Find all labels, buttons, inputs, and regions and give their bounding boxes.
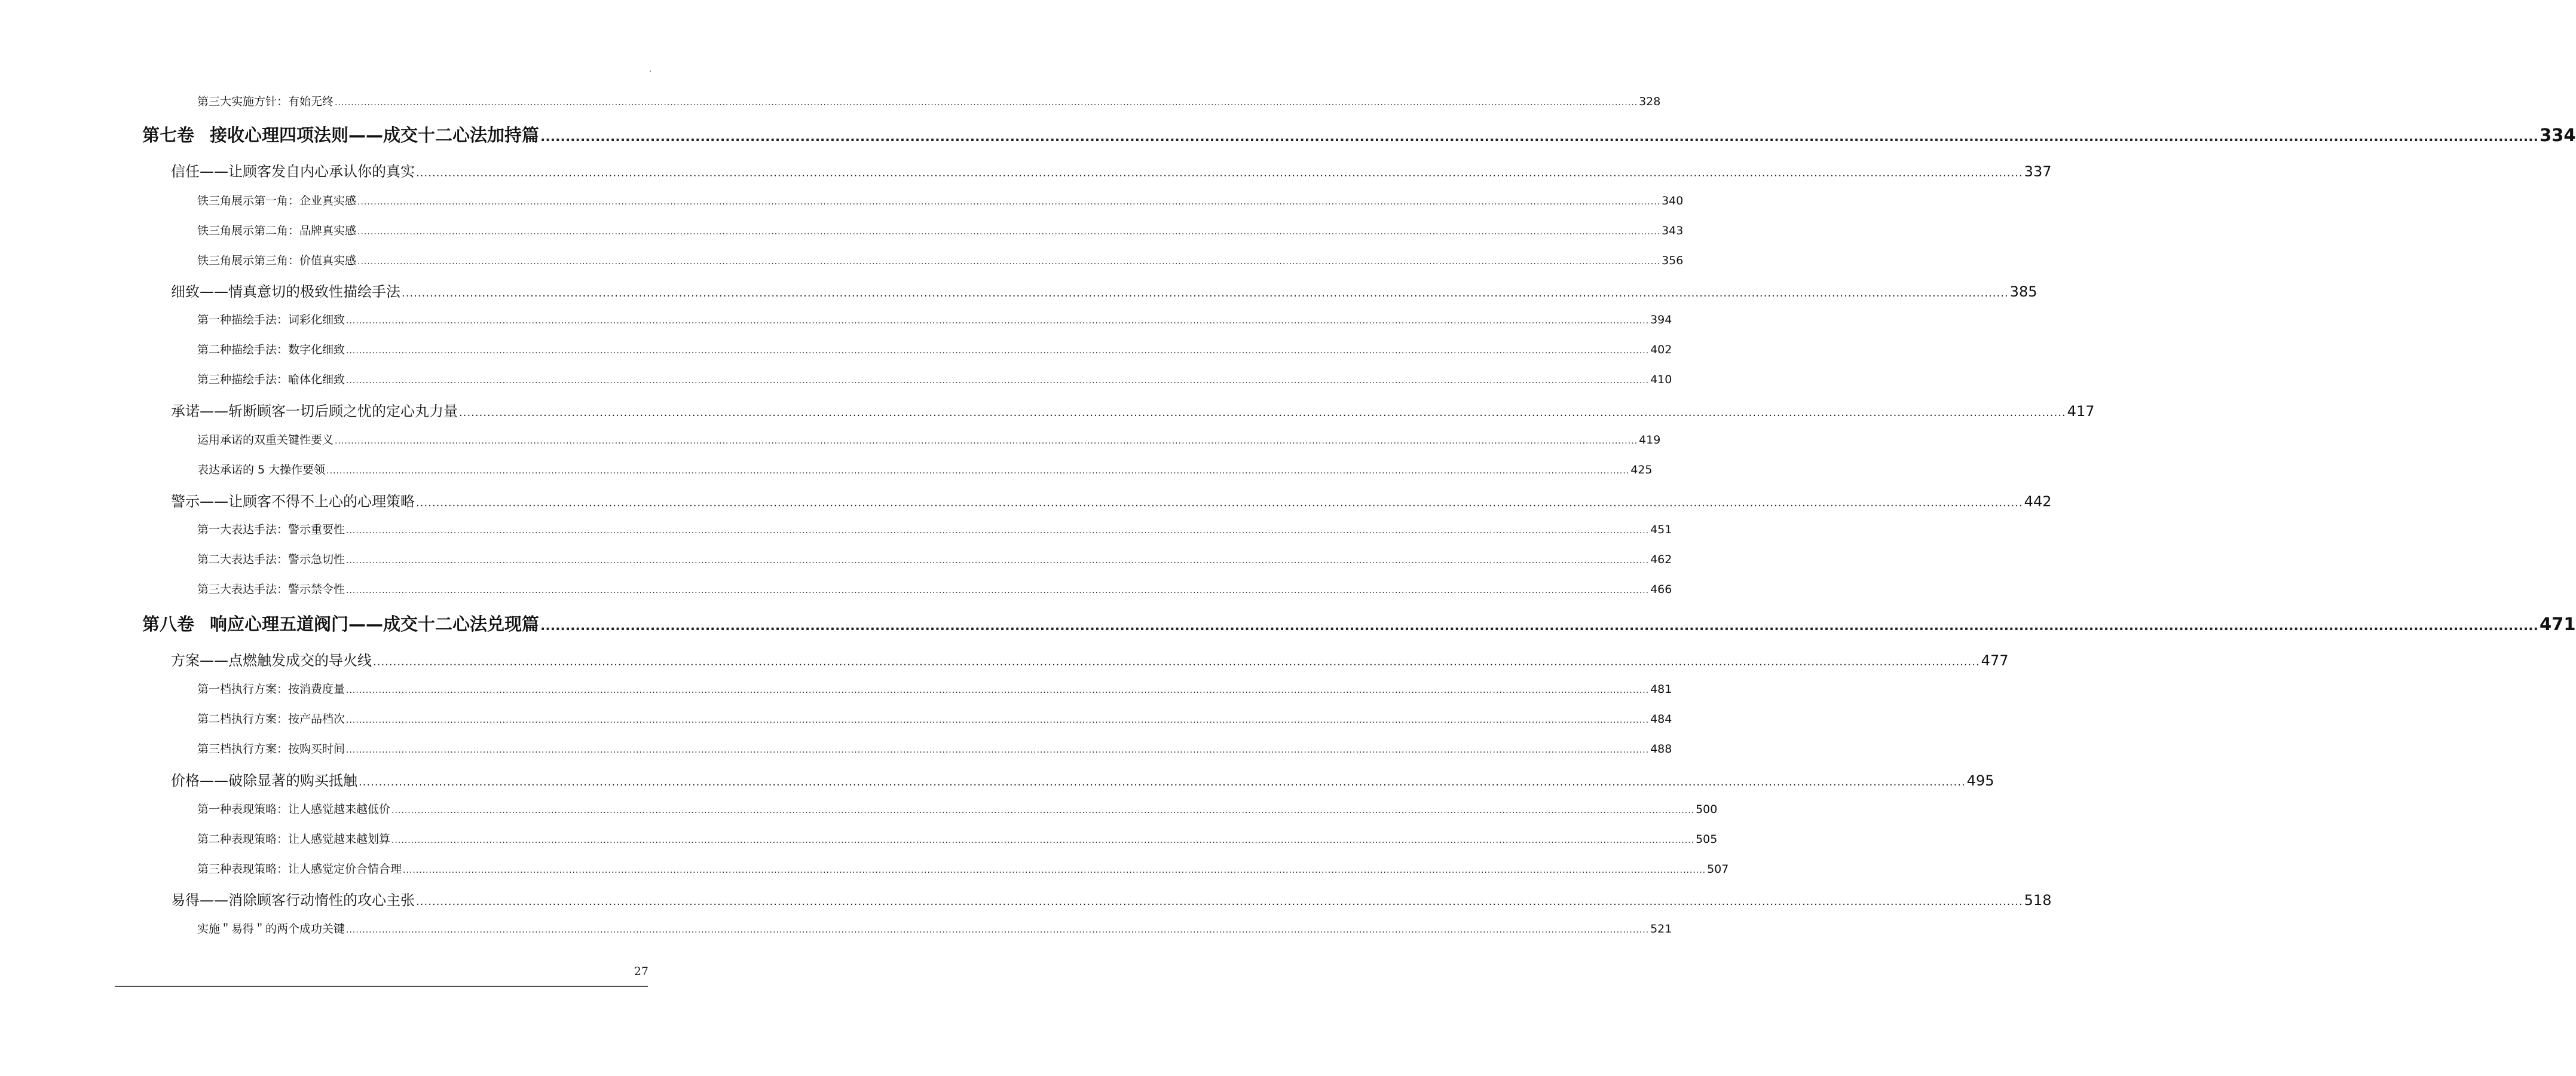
toc-volume-name: 接收心理四项法则——成交十二心法加持篇 bbox=[210, 125, 540, 145]
toc-section-entry[interactable] bbox=[197, 222, 1684, 238]
dot-leader: ................................................................................................................................................................................................................................................................................................................................................................................................................ bbox=[346, 686, 1650, 695]
dot-leader: ................................................................................................................................................................................................................................................................................................................................................................................................................ bbox=[359, 776, 1966, 788]
toc-section-entry[interactable] bbox=[197, 461, 1653, 477]
dot-leader: ................................................................................................................................................................................................................................................................................................................................................................................................................ bbox=[357, 197, 1661, 207]
toc-page-number: 328 bbox=[1639, 95, 1661, 108]
toc-page-number: 356 bbox=[1662, 254, 1684, 267]
dot-leader: ................................................................................................................................................................................................................................................................................................................................................................................................................ bbox=[346, 716, 1650, 725]
toc-section-entry[interactable] bbox=[197, 521, 1672, 537]
toc-entry-title: 易得——消除顾客行动惰性的攻心主张 bbox=[171, 892, 415, 909]
toc-chapter-entry[interactable] bbox=[171, 649, 2009, 670]
toc-section-entry[interactable] bbox=[197, 580, 1672, 597]
toc-section-entry[interactable] bbox=[197, 920, 1672, 936]
dot-leader: ................................................................................................................................................................................................................................................................................................................................................................................................................ bbox=[416, 895, 2023, 908]
dot-leader: ................................................................................................................................................................................................................................................................................................................................................................................................................ bbox=[357, 227, 1661, 237]
dot-leader: ................................................................................................................................................................................................................................................................................................................................................................................................................ bbox=[346, 556, 1650, 565]
dot-leader: ................................................................................................................................................................................................................................................................................................................................................................................................................ bbox=[346, 316, 1650, 326]
dot-leader: ................................................................................................................................................................................................................................................................................................................................................................................................................ bbox=[357, 257, 1661, 267]
toc-page-number: 495 bbox=[1966, 772, 1994, 789]
dot-leader: ................................................................................................................................................................................................................................................................................................................................................................................................................ bbox=[326, 466, 1630, 476]
toc-entry-title: 方案——点燃触发成交的导火线 bbox=[171, 652, 372, 669]
toc-section-entry[interactable] bbox=[197, 371, 1672, 387]
dot-leader: ................................................................................................................................................................................................................................................................................................................................................................................................................ bbox=[391, 806, 1695, 815]
toc-section-entry[interactable] bbox=[197, 341, 1672, 357]
toc-page-number: 417 bbox=[2067, 403, 2095, 420]
toc-volume-title bbox=[142, 611, 539, 635]
dot-leader: ................................................................................................................................................................................................................................................................................................................................................................................................................ bbox=[402, 287, 2009, 299]
page-number: 27 bbox=[634, 965, 648, 978]
toc-entry-title: 第三种描绘手法：喻体化细致 bbox=[197, 373, 345, 386]
toc-chapter-entry[interactable] bbox=[171, 160, 2052, 181]
toc-section-entry[interactable] bbox=[197, 710, 1672, 726]
toc-entry-title: 第三大表达手法：警示禁令性 bbox=[197, 583, 345, 596]
dot-leader: ................................................................................................................................................................................................................................................................................................................................................................................................................ bbox=[346, 376, 1650, 386]
toc-page-number: 507 bbox=[1707, 863, 1729, 876]
toc-section-entry[interactable] bbox=[197, 551, 1672, 567]
scan-mark bbox=[650, 71, 651, 72]
toc-page-number: 500 bbox=[1696, 803, 1718, 816]
dot-leader: ................................................................................................................................................................................................................................................................................................................................................................................................................ bbox=[391, 836, 1695, 845]
toc-section-entry[interactable] bbox=[197, 860, 1729, 876]
toc-entry-title: 第一大表达手法：警示重要性 bbox=[197, 523, 345, 536]
dot-leader: ................................................................................................................................................................................................................................................................................................................................................................................................................ bbox=[540, 130, 2538, 145]
toc-section-entry[interactable] bbox=[197, 252, 1684, 268]
toc-entry-title: 第二档执行方案：按产品档次 bbox=[197, 713, 345, 726]
toc-chapter-entry[interactable] bbox=[171, 399, 2095, 420]
toc-page-number: 484 bbox=[1650, 713, 1672, 726]
toc-page-number: 410 bbox=[1650, 373, 1672, 386]
toc-page-number: 471 bbox=[2540, 614, 2576, 634]
toc-volume-label: 第七卷 bbox=[142, 125, 195, 145]
toc-section-entry[interactable] bbox=[197, 740, 1672, 756]
toc-entry-title: 第一档执行方案：按消费度量 bbox=[197, 683, 345, 696]
toc-entry-title: 铁三角展示第一角：企业真实感 bbox=[197, 194, 357, 207]
toc-entry-title: 第一种表现策略：让人感觉越来越低价 bbox=[197, 803, 391, 816]
toc-page-number: 337 bbox=[2024, 163, 2052, 180]
toc-section-entry[interactable] bbox=[197, 830, 1718, 846]
dot-leader: ................................................................................................................................................................................................................................................................................................................................................................................................................ bbox=[346, 745, 1650, 755]
toc-entry-title: 第一种描绘手法：词彩化细致 bbox=[197, 313, 345, 326]
toc-volume-title bbox=[142, 122, 539, 146]
toc-page-number: 340 bbox=[1662, 194, 1684, 207]
toc-chapter-entry[interactable] bbox=[171, 490, 2052, 511]
toc-entry-title: 承诺——斩断顾客一切后顾之忧的定心丸力量 bbox=[171, 403, 458, 420]
toc-volume-label: 第八卷 bbox=[142, 614, 195, 634]
toc-section-entry[interactable] bbox=[197, 431, 1661, 447]
toc-entry-title: 第二大表达手法：警示急切性 bbox=[197, 553, 345, 566]
toc-page-number: 481 bbox=[1650, 683, 1672, 696]
toc-page-number: 451 bbox=[1650, 523, 1672, 536]
toc-volume-entry[interactable] bbox=[142, 611, 2576, 635]
toc-entry-title: 运用承诺的双重关键性要义 bbox=[197, 433, 334, 447]
toc-entry-title: 铁三角展示第三角：价值真实感 bbox=[197, 254, 357, 267]
toc-entry-title: 警示——让顾客不得不上心的心理策略 bbox=[171, 493, 415, 510]
dot-leader: ................................................................................................................................................................................................................................................................................................................................................................................................................ bbox=[346, 925, 1650, 935]
toc-page-number: 466 bbox=[1650, 583, 1672, 596]
toc-page-number: 419 bbox=[1639, 433, 1661, 447]
toc-page-number: 462 bbox=[1650, 553, 1672, 566]
toc-page-number: 385 bbox=[2009, 283, 2037, 300]
toc-entry-title: 表达承诺的 5 大操作要领 bbox=[197, 463, 326, 476]
toc-page-number: 521 bbox=[1650, 922, 1672, 936]
dot-leader: ................................................................................................................................................................................................................................................................................................................................................................................................................ bbox=[416, 497, 2023, 509]
toc-page-number: 425 bbox=[1630, 463, 1653, 476]
dot-leader: ................................................................................................................................................................................................................................................................................................................................................................................................................ bbox=[403, 866, 1706, 875]
toc-page-number: 343 bbox=[1662, 224, 1684, 237]
footer-rule bbox=[115, 986, 648, 987]
toc-section-entry[interactable] bbox=[197, 192, 1684, 208]
toc-page-number: 442 bbox=[2024, 493, 2052, 510]
toc-entry-title: 第二种表现策略：让人感觉越来越划算 bbox=[197, 833, 391, 846]
toc-page-number: 518 bbox=[2024, 892, 2052, 909]
toc-entry-title: 第三档执行方案：按购买时间 bbox=[197, 742, 345, 756]
toc-section-entry[interactable] bbox=[197, 93, 1661, 109]
toc-entry-title: 信任——让顾客发自内心承认你的真实 bbox=[171, 163, 415, 180]
toc-volume-entry[interactable] bbox=[142, 122, 2576, 146]
dot-leader: ................................................................................................................................................................................................................................................................................................................................................................................................................ bbox=[540, 619, 2538, 634]
dot-leader: ................................................................................................................................................................................................................................................................................................................................................................................................................ bbox=[416, 167, 2023, 179]
toc-entry-title: 第二种描绘手法：数字化细致 bbox=[197, 343, 345, 356]
toc-page-number: 334 bbox=[2540, 125, 2576, 145]
toc-section-entry[interactable] bbox=[197, 680, 1672, 696]
dot-leader: ................................................................................................................................................................................................................................................................................................................................................................................................................ bbox=[346, 526, 1650, 536]
dot-leader: ................................................................................................................................................................................................................................................................................................................................................................................................................ bbox=[346, 346, 1650, 356]
toc-page-number: 488 bbox=[1650, 742, 1672, 756]
toc-chapter-entry[interactable] bbox=[171, 888, 2052, 909]
toc-entry-title: 价格——破除显著的购买抵触 bbox=[171, 772, 357, 789]
dot-leader: ................................................................................................................................................................................................................................................................................................................................................................................................................ bbox=[459, 406, 2066, 419]
toc-section-entry[interactable] bbox=[197, 311, 1672, 327]
dot-leader: ................................................................................................................................................................................................................................................................................................................................................................................................................ bbox=[346, 586, 1650, 595]
dot-leader: ................................................................................................................................................................................................................................................................................................................................................................................................................ bbox=[335, 98, 1638, 108]
toc-chapter-entry[interactable] bbox=[171, 280, 2037, 301]
toc-entry-title: 细致——情真意切的极致性描绘手法 bbox=[171, 283, 400, 300]
toc-volume-name: 响应心理五道阀门——成交十二心法兑现篇 bbox=[210, 614, 540, 634]
toc-section-entry[interactable] bbox=[197, 800, 1718, 817]
toc-page-number: 394 bbox=[1650, 313, 1672, 326]
toc-entry-title: 实施＂易得＂的两个成功关键 bbox=[197, 922, 345, 936]
toc-entry-title: 铁三角展示第二角：品牌真实感 bbox=[197, 224, 357, 237]
toc-entry-title: 第三大实施方针：有始无终 bbox=[197, 95, 334, 108]
toc-page-number: 477 bbox=[1981, 652, 2009, 669]
dot-leader: ................................................................................................................................................................................................................................................................................................................................................................................................................ bbox=[335, 436, 1638, 446]
toc-page-number: 402 bbox=[1650, 343, 1672, 356]
toc-chapter-entry[interactable] bbox=[171, 769, 1994, 790]
toc-page-number: 505 bbox=[1696, 833, 1718, 846]
dot-leader: ................................................................................................................................................................................................................................................................................................................................................................................................................ bbox=[373, 656, 1980, 668]
toc-entry-title: 第三种表现策略：让人感觉定价合情合理 bbox=[197, 863, 402, 876]
